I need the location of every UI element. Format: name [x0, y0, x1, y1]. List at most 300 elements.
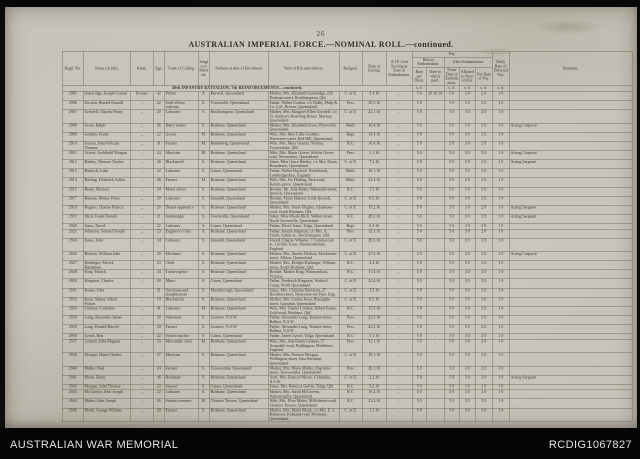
cell-trade: Labourer	[164, 390, 198, 399]
cell-regtl-no: 2937	[62, 339, 83, 352]
cell-pay-after-1: 5 0	[444, 205, 459, 214]
cell-religion: R.C.	[339, 261, 362, 270]
column-group-pay: Pay.	[412, 51, 492, 57]
cell-address: Toowoomba, Queensland	[209, 366, 268, 375]
cell-marital: M.	[198, 399, 209, 408]
cell-regtl-no: 2919	[62, 214, 83, 223]
cell-name: Maher, John Joseph	[83, 399, 130, 408]
cell-pay-before-date: ..	[426, 297, 444, 306]
cell-pay-after-3: 2 0	[475, 334, 492, 340]
cell-regtl-no: 2938	[62, 353, 83, 366]
cell-pay-after-1: 5 0	[444, 91, 459, 100]
cell-age: 21	[153, 214, 164, 223]
cell-pay-after-3: 2 0	[475, 151, 492, 160]
cell-address: Brisbane, Queensland	[209, 178, 268, 187]
cell-rank: „	[130, 325, 153, 334]
cell-remarks: Acting Sergeant	[509, 205, 632, 214]
cell-remarks	[509, 297, 632, 306]
cell-address: Charters Towers, Queensland	[209, 399, 268, 408]
cell-pay-before-rate: 5 0	[412, 339, 426, 352]
column-header-rate-per-diem: Rate per Diem.	[412, 67, 426, 86]
cell-date-of-joining: 14.3.16	[362, 132, 386, 141]
cell-remarks	[509, 288, 632, 297]
unit-cell-sd: s. d.	[459, 86, 475, 92]
cell-aif-unit: ..	[386, 279, 412, 288]
column-header-rank: Rank.	[130, 51, 153, 86]
cell-pay-after-3: 2 0	[475, 132, 492, 141]
cell-pay-before-date: ..	[426, 288, 444, 297]
cell-marital: S.	[198, 101, 209, 110]
cell-trade: Labourer	[164, 169, 198, 178]
cell-remarks	[509, 101, 632, 110]
scanned-page	[5, 7, 637, 428]
cell-pay-after-3: 2 0	[475, 315, 492, 324]
cell-aif-unit: ..	[386, 252, 412, 261]
cell-trade: Miner	[164, 279, 198, 288]
cell-address: Townsville, Queensland	[209, 101, 268, 110]
cell-pay-before-date: ..	[426, 339, 444, 352]
column-header-address: Address at date of Enrolment.	[209, 51, 268, 86]
cell-remarks	[509, 187, 632, 196]
nominal-roll-table-area	[62, 51, 634, 423]
cell-remarks	[509, 229, 632, 238]
table-row	[62, 408, 632, 421]
table-row	[62, 315, 632, 324]
cell-marital: S.	[198, 160, 209, 169]
cell-deferred-pay: 1 0	[492, 123, 509, 132]
cell-pay-after-1: 5 0	[444, 384, 459, 390]
cell-address: Cairns, Queensland	[209, 169, 268, 178]
cell-pay-after-3: 2 0	[475, 375, 492, 384]
cell-religion: R.C.	[339, 390, 362, 399]
cell-regtl-no: 2927	[62, 261, 83, 270]
table-row	[62, 375, 632, 384]
cell-date-of-joining: 16.2.16	[362, 390, 386, 399]
cell-trade: Salesman	[164, 315, 198, 324]
cell-deferred-pay: 1 0	[492, 252, 509, 261]
cell-remarks: Acting Corporal	[509, 252, 632, 261]
cell-pay-after-1: 5 0	[444, 353, 459, 366]
cell-name: Keane, John	[83, 288, 130, 297]
cell-next-of-kin: Wife, Mrs. May Lillie Godden, Wavertree-street, Red Hill, Queensland	[268, 132, 339, 141]
table-row	[62, 325, 632, 334]
cell-regtl-no: 2926	[62, 252, 83, 261]
cell-address: Brisbane, Queensland	[209, 123, 268, 132]
cell-age: 23	[153, 384, 164, 390]
cell-remarks	[509, 110, 632, 123]
cell-marital: M.	[198, 178, 209, 187]
cell-pay-after-2: 3 0	[459, 297, 475, 306]
page-number: 26	[316, 30, 326, 38]
cell-next-of-kin: Father, Joseph Johnston, c/o Mrs. A. Smith, Arthur-st., Rockhampton, Qld.	[268, 229, 339, 238]
cell-remarks	[509, 132, 632, 141]
table-row	[62, 399, 632, 408]
cell-pay-before-rate: 5 0	[412, 110, 426, 123]
cell-trade: Musician	[164, 151, 198, 160]
cell-trade: Timber-getter	[164, 270, 198, 279]
cell-deferred-pay: 1 0	[492, 297, 509, 306]
cell-address: Brisbane, Queensland	[209, 229, 268, 238]
cell-aif-unit: ..	[386, 238, 412, 251]
cell-pay-after-1: 5 0	[444, 375, 459, 384]
cell-trade: Farmer	[164, 408, 198, 421]
cell-age: 22	[153, 224, 164, 230]
cell-regtl-no: 2914	[62, 178, 83, 187]
cell-marital: S.	[198, 196, 209, 205]
cell-regtl-no: 2905	[62, 91, 83, 100]
cell-trade: Farmer	[164, 325, 198, 334]
cell-name: Johnston, Samuel Joseph	[83, 229, 130, 238]
cell-date-of-joining: 8.5.16	[362, 297, 386, 306]
cell-name: Godden, Frank	[83, 132, 130, 141]
cell-pay-after-2: 3 0	[459, 178, 475, 187]
cell-regtl-no: 2945	[62, 408, 83, 421]
cell-name: Kean, Sidney Alfred Polson	[83, 297, 130, 306]
cell-marital: S.	[198, 91, 209, 100]
cell-name: Hughes, Charles Francis	[83, 205, 130, 214]
cell-name: McGovern, John Joseph	[83, 390, 130, 399]
cell-pay-after-2: 3 0	[459, 384, 475, 390]
cell-religion: Meth.	[339, 178, 362, 187]
cell-rank: „	[130, 178, 153, 187]
table-row	[62, 261, 632, 270]
cell-date-of-joining: 22.1.16	[362, 110, 386, 123]
cell-date-of-joining: 17.4.16	[362, 270, 386, 279]
cell-next-of-kin: Father, Alexander Lang, Terania-street, Ballina, N.S.W.	[268, 315, 339, 324]
cell-remarks	[509, 279, 632, 288]
cell-name: Lang, Donald Harold	[83, 325, 130, 334]
cell-pay-before-rate: 5 0	[412, 325, 426, 334]
cell-marital: M.	[198, 339, 209, 352]
cell-name: Moon, Harry	[83, 375, 130, 384]
cell-age: 22	[153, 101, 164, 110]
cell-aif-unit: ..	[386, 325, 412, 334]
cell-rank: „	[130, 214, 153, 223]
cell-aif-unit: ..	[386, 339, 412, 352]
cell-name: Lynch, Bart	[83, 334, 130, 340]
cell-address: Burwell, Queensland	[209, 91, 268, 100]
cell-deferred-pay: 1 0	[492, 270, 509, 279]
cell-pay-after-2: 3 0	[459, 123, 475, 132]
cell-aif-unit: ..	[386, 270, 412, 279]
cell-religion: C. of E.	[339, 408, 362, 421]
cell-regtl-no: 2932	[62, 297, 83, 306]
cell-pay-after-3: 2 0	[475, 205, 492, 214]
cell-religion: R.C.	[339, 384, 362, 390]
column-header-net-rate: Net Rate of Pay.	[475, 67, 492, 86]
cell-pay-after-1: 5 0	[444, 334, 459, 340]
cell-remarks	[509, 390, 632, 399]
cell-date-of-joining: 8.5.16	[362, 196, 386, 205]
cell-pay-after-1: 5 0	[444, 408, 459, 421]
cell-deferred-pay: 1 0	[492, 334, 509, 340]
cell-remarks: Acting Corporal	[509, 151, 632, 160]
cell-marital: S.	[198, 366, 209, 375]
table-row	[62, 306, 632, 315]
cell-marital: S.	[198, 384, 209, 390]
cell-age: 22	[153, 334, 164, 340]
cell-regtl-no: 2907	[62, 110, 83, 123]
cell-pay-after-2: 3 0	[459, 205, 475, 214]
cell-regtl-no: 2912	[62, 160, 83, 169]
cell-remarks: Acting Sergeant	[509, 214, 632, 223]
column-header-remarks: Remarks.	[509, 51, 632, 86]
column-header-marital: Single or Married.	[198, 51, 209, 86]
cell-age: 44	[153, 270, 164, 279]
cell-pay-before-rate: 5 0	[412, 141, 426, 150]
cell-deferred-pay: 1 0	[492, 151, 509, 160]
cell-date-of-joining: 5.4.16	[362, 91, 386, 100]
cell-address: Rockhampton, Queensland	[209, 110, 268, 123]
cell-date-of-joining: 5.1.16	[362, 334, 386, 340]
cell-deferred-pay: 1 0	[492, 196, 509, 205]
cell-religion: Pres.	[339, 151, 362, 160]
cell-name: Gordon, Ronald Donald	[83, 101, 130, 110]
cell-pay-after-1: 5 0	[444, 261, 459, 270]
cell-date-of-joining: 24.4.16	[362, 279, 386, 288]
cell-pay-after-2: 3 0	[459, 366, 475, 375]
cell-pay-after-2: 3 0	[459, 141, 475, 150]
cell-rank: „	[130, 160, 153, 169]
cell-deferred-pay: 1 0	[492, 229, 509, 238]
cell-age: 20	[153, 315, 164, 324]
column-header-name: Name (in full).	[83, 51, 130, 86]
cell-pay-before-rate: 5 0	[412, 238, 426, 251]
cell-next-of-kin: Sister, Miss Rhoda Illich, Walker-street, North Townsville, Queensland	[268, 214, 339, 223]
cell-aif-unit: ..	[386, 366, 412, 375]
cell-pay-after-2: 3 0	[459, 334, 475, 340]
cell-regtl-no: 2929	[62, 279, 83, 288]
cell-aif-unit: ..	[386, 178, 412, 187]
table-row	[62, 101, 632, 110]
cell-age: 24	[153, 187, 164, 196]
cell-pay-after-2: 3 0	[459, 238, 475, 251]
cell-age: 20	[153, 110, 164, 123]
cell-rank: „	[130, 288, 153, 297]
cell-pay-after-1: 5 0	[444, 315, 459, 324]
cell-pay-before-date: ..	[426, 306, 444, 315]
cell-pay-after-1: 5 0	[444, 196, 459, 205]
cell-pay-before-rate: 5 0	[412, 91, 426, 100]
cell-marital: S.	[198, 214, 209, 223]
cell-trade: School teacher	[164, 334, 198, 340]
cell-pay-before-date: ..	[426, 252, 444, 261]
cell-deferred-pay: 1 0	[492, 205, 509, 214]
cell-remarks	[509, 306, 632, 315]
cell-age: 23	[153, 229, 164, 238]
cell-pay-after-2: 3 0	[459, 261, 475, 270]
cell-deferred-pay: 1 0	[492, 141, 509, 150]
cell-date-of-joining: 9.2.16	[362, 384, 386, 390]
cell-aif-unit: ..	[386, 297, 412, 306]
cell-pay-after-1: 5 0	[444, 132, 459, 141]
cell-next-of-kin: Mother, Mrs. Maria Monk, c/o Mrs. E. J. Robinson, Kirkland-road, Wynnum, Queensland	[268, 408, 339, 421]
cell-remarks	[509, 141, 632, 150]
cell-religion: R.C.	[339, 270, 362, 279]
cell-pay-before-rate: 5 0	[412, 169, 426, 178]
cell-pay-after-2: 3 0	[459, 279, 475, 288]
cell-aif-unit: ..	[386, 169, 412, 178]
cell-pay-before-rate: 5 0	[412, 315, 426, 324]
cell-rank: „	[130, 123, 153, 132]
cell-pay-before-date: ..	[426, 399, 444, 408]
cell-aif-unit: ..	[386, 408, 412, 421]
cell-pay-after-2: 3 0	[459, 353, 475, 366]
cell-pay-after-3: 2 0	[475, 339, 492, 352]
cell-pay-after-1: 5 0	[444, 160, 459, 169]
cell-regtl-no: 2940	[62, 366, 83, 375]
cell-age: 21	[153, 288, 164, 297]
cell-remarks	[509, 238, 632, 251]
cell-pay-after-1: 5 0	[444, 297, 459, 306]
cell-marital: S.	[198, 279, 209, 288]
cell-pay-after-3: 2 0	[475, 178, 492, 187]
cell-name: Monk, George William	[83, 408, 130, 421]
unit-cell-sd: s. d.	[492, 86, 509, 92]
cell-age: 42	[153, 91, 164, 100]
cell-pay-after-3: 2 0	[475, 160, 492, 169]
cell-aif-unit: ..	[386, 132, 412, 141]
cell-pay-after-3: 2 0	[475, 196, 492, 205]
cell-pay-after-1: 5 0	[444, 252, 459, 261]
cell-pay-before-rate: 5 0	[412, 160, 426, 169]
cell-next-of-kin: Wife, Mrs. Elsie Maher, Millchester-road, Charters Towers, Queensland	[268, 399, 339, 408]
cell-next-of-kin: Wife, Mrs. Gladys Lindsay, Hilton Estate, Gold-road, Brisbane, Qld.	[268, 306, 339, 315]
cell-name: King, Patrick	[83, 270, 130, 279]
cell-name: Harling, Frederick Arthur	[83, 178, 130, 187]
cell-pay-after-2: 3 0	[459, 101, 475, 110]
cell-regtl-no: 2918	[62, 205, 83, 214]
cell-deferred-pay: 1 0	[492, 339, 509, 352]
table-row	[62, 297, 632, 306]
cell-trade: Clerk	[164, 261, 198, 270]
cell-marital: S.	[198, 224, 209, 230]
cell-date-of-joining: 26.1.16	[362, 366, 386, 375]
cell-religion: R.C.	[339, 399, 362, 408]
cell-next-of-kin: Friend, Charles Wheeler, 7 Commercial-st., Griffith Town, Monmouthshire, England	[268, 238, 339, 251]
cell-trade: Mercantile clerk	[164, 339, 198, 352]
cell-rank: „	[130, 187, 153, 196]
cell-next-of-kin: Mother, Mrs. Elizabeth Gutteridge, 220 Denham-street, Rockhampton, Qld.	[268, 91, 339, 100]
cell-pay-after-3: 2 0	[475, 229, 492, 238]
cell-aif-unit: ..	[386, 353, 412, 366]
cell-pay-after-3: 2 0	[475, 110, 492, 123]
cell-religion: Pres.	[339, 315, 362, 324]
table-row	[62, 238, 632, 251]
cell-pay-after-3: 2 0	[475, 297, 492, 306]
cell-pay-after-1: 5 0	[444, 339, 459, 352]
cell-trade: Farmer	[164, 366, 198, 375]
cell-name: Jones, David	[83, 224, 130, 230]
cell-rank: „	[130, 390, 153, 399]
cell-date-of-joining: 10.4.16	[362, 123, 386, 132]
cell-trade: Dairy farmer	[164, 123, 198, 132]
cell-religion: Meth.	[339, 169, 362, 178]
table-row	[62, 151, 632, 160]
cell-date-of-joining: 27.3.16	[362, 252, 386, 261]
cell-date-of-joining: 23.2.16	[362, 399, 386, 408]
cell-address: Brisbane, Queensland	[209, 151, 268, 160]
cell-religion: Meth.	[339, 123, 362, 132]
cell-next-of-kin: Father, Walter Haylock, Waterbeach, Cambridgeshire, England	[268, 169, 339, 178]
cell-pay-after-2: 3 0	[459, 315, 475, 324]
cell-pay-after-1: 5 0	[444, 141, 459, 150]
cell-pay-after-3: 2 0	[475, 399, 492, 408]
table-row	[62, 178, 632, 187]
cell-remarks	[509, 353, 632, 366]
cell-remarks: Acting Sergeant	[509, 375, 632, 384]
cell-name: Kinlenger, Patrick Hardeman	[83, 261, 130, 270]
cell-pay-before-date: ..	[426, 366, 444, 375]
column-group-before-embarkation: Before Embarkation.	[412, 57, 444, 67]
cell-deferred-pay: 1 0	[492, 91, 509, 100]
cell-pay-after-2: 3 0	[459, 229, 475, 238]
cell-name: Healy, Michael	[83, 187, 130, 196]
cell-date-of-joining: 18.1.16	[362, 169, 386, 178]
column-header-age: Age.	[153, 51, 164, 86]
cell-name: Morgan, Harry Charles	[83, 353, 130, 366]
cell-rank: „	[130, 334, 153, 340]
cell-age: 20	[153, 205, 164, 214]
footer-bar	[0, 428, 640, 459]
cell-aif-unit: ..	[386, 196, 412, 205]
cell-address: Emerald, Queensland	[209, 238, 268, 251]
cell-pay-after-1: 5 0	[444, 279, 459, 288]
cell-rank: „	[130, 224, 153, 230]
cell-deferred-pay: 1 0	[492, 288, 509, 297]
cell-aif-unit: ..	[386, 334, 412, 340]
unit-cell-sd: s. d.	[444, 86, 459, 92]
cell-pay-before-rate: 5 0	[412, 132, 426, 141]
cell-pay-after-1: 5 0	[444, 110, 459, 123]
cell-pay-after-2: 3 0	[459, 375, 475, 384]
cell-rank: „	[130, 205, 153, 214]
cell-pay-after-1: 5 0	[444, 178, 459, 187]
cell-trade: Blacksmith	[164, 160, 198, 169]
cell-name: Morgan, John Thomas	[83, 384, 130, 390]
cell-aif-unit: ..	[386, 229, 412, 238]
cell-next-of-kin: Mother, Mrs. Maria Muller, Charlotte-street, Toowoomba, Queensland	[268, 366, 339, 375]
cell-deferred-pay: 1 0	[492, 101, 509, 110]
cell-religion: C. of E.	[339, 375, 362, 384]
cell-trade: Dental apprentice	[164, 205, 198, 214]
cell-name: Grenfell, Charles Henry	[83, 110, 130, 123]
cell-aif-unit: ..	[386, 315, 412, 324]
cell-address: Brisbane, Queensland	[209, 353, 268, 366]
cell-next-of-kin: Brother, Mr. John Healy, Wakefield-street, Ipswich, Queensland	[269, 187, 338, 196]
cell-age: 30	[153, 160, 164, 169]
table-row	[62, 279, 632, 288]
cell-rank: „	[130, 196, 153, 205]
cell-rank: „	[130, 408, 153, 421]
cell-religion: Bapt.	[339, 224, 362, 230]
cell-pay-before-rate: 5 0	[412, 399, 426, 408]
cell-remarks	[509, 399, 632, 408]
cell-pay-before-rate: 5 0	[412, 229, 426, 238]
cell-religion: C. of E.	[339, 297, 362, 306]
cell-age: 22	[153, 169, 164, 178]
cell-date-of-joining: 10.4.16	[362, 141, 386, 150]
cell-trade: Printer	[164, 91, 198, 100]
cell-pay-before-date: ..	[426, 224, 444, 230]
cell-pay-after-1: 5 0	[444, 325, 459, 334]
cell-pay-after-3: 2 0	[475, 288, 492, 297]
cell-pay-after-3: 2 0	[475, 408, 492, 421]
cell-name: Gutteridge, Joseph Conrad	[83, 91, 130, 100]
cell-address: Bundaberg, Queensland	[209, 141, 268, 150]
cell-name: Hanley, Thomas Charles	[83, 160, 130, 169]
cell-pay-after-1: 5 0	[444, 151, 459, 160]
